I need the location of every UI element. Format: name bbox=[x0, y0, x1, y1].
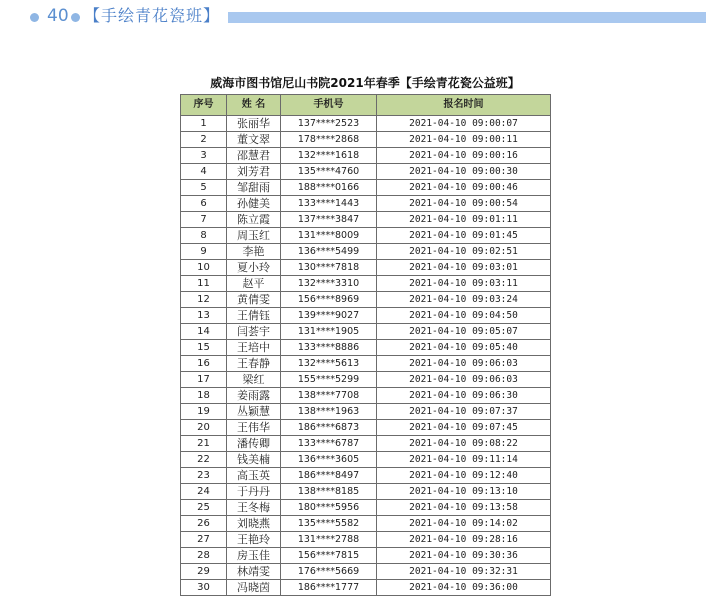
phone-number: 155****5299 bbox=[281, 372, 377, 388]
table-row bbox=[181, 452, 551, 468]
section-number: 40 bbox=[47, 6, 69, 26]
table-row bbox=[181, 420, 551, 436]
phone-number: 131****1905 bbox=[281, 324, 377, 340]
registration-time: 2021-04-10 09:05:07 bbox=[377, 324, 551, 340]
registration-time: 2021-04-10 09:03:24 bbox=[377, 292, 551, 308]
participant-name: 陈立霞 bbox=[227, 212, 281, 228]
table-row bbox=[181, 468, 551, 484]
row-index: 25 bbox=[181, 500, 227, 516]
table-row bbox=[181, 308, 551, 324]
document-title: 威海市图书馆尼山书院2021年春季【手绘青花瓷公益班】 bbox=[210, 76, 520, 90]
table-row bbox=[181, 500, 551, 516]
table-row bbox=[181, 340, 551, 356]
participant-name: 房玉佳 bbox=[227, 548, 281, 564]
table-row bbox=[181, 580, 551, 596]
registration-table bbox=[180, 94, 551, 596]
table-row bbox=[181, 516, 551, 532]
participant-name: 钱美楠 bbox=[227, 452, 281, 468]
participant-name: 姜雨露 bbox=[227, 388, 281, 404]
section-header bbox=[0, 4, 728, 30]
table-row bbox=[181, 548, 551, 564]
phone-number: 133****6787 bbox=[281, 436, 377, 452]
phone-number: 132****3310 bbox=[281, 276, 377, 292]
row-index: 19 bbox=[181, 404, 227, 420]
phone-number: 133****8886 bbox=[281, 340, 377, 356]
row-index: 17 bbox=[181, 372, 227, 388]
registration-time: 2021-04-10 09:14:02 bbox=[377, 516, 551, 532]
phone-number: 136****3605 bbox=[281, 452, 377, 468]
table-row bbox=[181, 212, 551, 228]
section-title: 【手绘青花瓷班】 bbox=[84, 6, 221, 25]
row-index: 30 bbox=[181, 580, 227, 596]
phone-number: 138****7708 bbox=[281, 388, 377, 404]
participant-name: 潘传卿 bbox=[227, 436, 281, 452]
row-index: 12 bbox=[181, 292, 227, 308]
row-index: 29 bbox=[181, 564, 227, 580]
table-row bbox=[181, 148, 551, 164]
bullet-dot-icon bbox=[71, 13, 80, 22]
table-row bbox=[181, 132, 551, 148]
row-index: 27 bbox=[181, 532, 227, 548]
phone-number: 186****6873 bbox=[281, 420, 377, 436]
table-row bbox=[181, 356, 551, 372]
phone-number: 188****0166 bbox=[281, 180, 377, 196]
row-index: 22 bbox=[181, 452, 227, 468]
participant-name: 赵平 bbox=[227, 276, 281, 292]
participant-name: 王艳玲 bbox=[227, 532, 281, 548]
registration-time: 2021-04-10 09:00:54 bbox=[377, 196, 551, 212]
row-index: 26 bbox=[181, 516, 227, 532]
phone-number: 156****7815 bbox=[281, 548, 377, 564]
phone-number: 132****1618 bbox=[281, 148, 377, 164]
table-row bbox=[181, 564, 551, 580]
row-index: 8 bbox=[181, 228, 227, 244]
participant-name: 王培中 bbox=[227, 340, 281, 356]
registration-time: 2021-04-10 09:06:30 bbox=[377, 388, 551, 404]
participant-name: 王倩钰 bbox=[227, 308, 281, 324]
table-row bbox=[181, 388, 551, 404]
phone-number: 138****1963 bbox=[281, 404, 377, 420]
row-index: 24 bbox=[181, 484, 227, 500]
registration-time: 2021-04-10 09:00:16 bbox=[377, 148, 551, 164]
registration-time: 2021-04-10 09:12:40 bbox=[377, 468, 551, 484]
row-index: 11 bbox=[181, 276, 227, 292]
participant-name: 刘晓燕 bbox=[227, 516, 281, 532]
row-index: 2 bbox=[181, 132, 227, 148]
participant-name: 王冬梅 bbox=[227, 500, 281, 516]
row-index: 16 bbox=[181, 356, 227, 372]
participant-name: 黄倩雯 bbox=[227, 292, 281, 308]
registration-time: 2021-04-10 09:06:03 bbox=[377, 356, 551, 372]
table-row bbox=[181, 276, 551, 292]
participant-name: 张丽华 bbox=[227, 116, 281, 132]
registration-time: 2021-04-10 09:03:11 bbox=[377, 276, 551, 292]
table-row bbox=[181, 436, 551, 452]
phone-number: 133****1443 bbox=[281, 196, 377, 212]
phone-number: 139****9027 bbox=[281, 308, 377, 324]
phone-number: 137****3847 bbox=[281, 212, 377, 228]
phone-number: 186****8497 bbox=[281, 468, 377, 484]
header-divider-bar bbox=[228, 12, 706, 23]
table-row bbox=[181, 372, 551, 388]
table-row bbox=[181, 292, 551, 308]
registration-time: 2021-04-10 09:32:31 bbox=[377, 564, 551, 580]
registration-time: 2021-04-10 09:00:07 bbox=[377, 116, 551, 132]
participant-name: 周玉红 bbox=[227, 228, 281, 244]
participant-name: 冯晓茵 bbox=[227, 580, 281, 596]
registration-time: 2021-04-10 09:07:45 bbox=[377, 420, 551, 436]
participant-name: 丛颖慧 bbox=[227, 404, 281, 420]
registration-time: 2021-04-10 09:00:30 bbox=[377, 164, 551, 180]
participant-name: 闫荟宇 bbox=[227, 324, 281, 340]
row-index: 21 bbox=[181, 436, 227, 452]
table-row bbox=[181, 324, 551, 340]
participant-name: 王春静 bbox=[227, 356, 281, 372]
participant-name: 林靖雯 bbox=[227, 564, 281, 580]
phone-number: 156****8969 bbox=[281, 292, 377, 308]
registration-time: 2021-04-10 09:01:45 bbox=[377, 228, 551, 244]
phone-number: 176****5669 bbox=[281, 564, 377, 580]
registration-time: 2021-04-10 09:04:50 bbox=[377, 308, 551, 324]
participant-name: 董文翠 bbox=[227, 132, 281, 148]
row-index: 28 bbox=[181, 548, 227, 564]
row-index: 23 bbox=[181, 468, 227, 484]
phone-number: 135****5582 bbox=[281, 516, 377, 532]
participant-name: 邹甜雨 bbox=[227, 180, 281, 196]
row-index: 20 bbox=[181, 420, 227, 436]
table-body bbox=[181, 116, 551, 596]
table-row bbox=[181, 244, 551, 260]
participant-name: 于丹丹 bbox=[227, 484, 281, 500]
row-index: 13 bbox=[181, 308, 227, 324]
phone-number: 131****8009 bbox=[281, 228, 377, 244]
registration-time: 2021-04-10 09:03:01 bbox=[377, 260, 551, 276]
table-row bbox=[181, 532, 551, 548]
registration-time: 2021-04-10 09:11:14 bbox=[377, 452, 551, 468]
column-header-name: 姓 名 bbox=[227, 95, 281, 116]
registration-time: 2021-04-10 09:05:40 bbox=[377, 340, 551, 356]
registration-time: 2021-04-10 09:06:03 bbox=[377, 372, 551, 388]
column-header-index: 序号 bbox=[181, 95, 227, 116]
participant-name: 梁红 bbox=[227, 372, 281, 388]
registration-time: 2021-04-10 09:07:37 bbox=[377, 404, 551, 420]
phone-number: 137****2523 bbox=[281, 116, 377, 132]
registration-time: 2021-04-10 09:00:11 bbox=[377, 132, 551, 148]
row-index: 18 bbox=[181, 388, 227, 404]
phone-number: 186****1777 bbox=[281, 580, 377, 596]
column-header-time: 报名时间 bbox=[377, 95, 551, 116]
registration-time: 2021-04-10 09:01:11 bbox=[377, 212, 551, 228]
phone-number: 130****7818 bbox=[281, 260, 377, 276]
row-index: 5 bbox=[181, 180, 227, 196]
table-header-row bbox=[181, 95, 551, 116]
phone-number: 131****2788 bbox=[281, 532, 377, 548]
bullet-dot-icon bbox=[30, 13, 39, 22]
table-row bbox=[181, 260, 551, 276]
registration-time: 2021-04-10 09:00:46 bbox=[377, 180, 551, 196]
table-row bbox=[181, 116, 551, 132]
phone-number: 138****8185 bbox=[281, 484, 377, 500]
row-index: 15 bbox=[181, 340, 227, 356]
table-row bbox=[181, 404, 551, 420]
row-index: 7 bbox=[181, 212, 227, 228]
participant-name: 王伟华 bbox=[227, 420, 281, 436]
row-index: 3 bbox=[181, 148, 227, 164]
phone-number: 136****5499 bbox=[281, 244, 377, 260]
participant-name: 高玉英 bbox=[227, 468, 281, 484]
registration-time: 2021-04-10 09:28:16 bbox=[377, 532, 551, 548]
row-index: 1 bbox=[181, 116, 227, 132]
participant-name: 刘芳君 bbox=[227, 164, 281, 180]
phone-number: 180****5956 bbox=[281, 500, 377, 516]
table-row bbox=[181, 228, 551, 244]
registration-time: 2021-04-10 09:02:51 bbox=[377, 244, 551, 260]
table-row bbox=[181, 484, 551, 500]
row-index: 14 bbox=[181, 324, 227, 340]
row-index: 9 bbox=[181, 244, 227, 260]
phone-number: 178****2868 bbox=[281, 132, 377, 148]
registration-time: 2021-04-10 09:13:58 bbox=[377, 500, 551, 516]
row-index: 4 bbox=[181, 164, 227, 180]
phone-number: 132****5613 bbox=[281, 356, 377, 372]
participant-name: 夏小玲 bbox=[227, 260, 281, 276]
participant-name: 邵慧君 bbox=[227, 148, 281, 164]
registration-time: 2021-04-10 09:13:10 bbox=[377, 484, 551, 500]
participant-name: 李艳 bbox=[227, 244, 281, 260]
registration-time: 2021-04-10 09:30:36 bbox=[377, 548, 551, 564]
participant-name: 孙健美 bbox=[227, 196, 281, 212]
registration-time: 2021-04-10 09:08:22 bbox=[377, 436, 551, 452]
row-index: 10 bbox=[181, 260, 227, 276]
row-index: 6 bbox=[181, 196, 227, 212]
registration-time: 2021-04-10 09:36:00 bbox=[377, 580, 551, 596]
phone-number: 135****4760 bbox=[281, 164, 377, 180]
column-header-phone: 手机号 bbox=[281, 95, 377, 116]
table-row bbox=[181, 196, 551, 212]
table-row bbox=[181, 164, 551, 180]
table-row bbox=[181, 180, 551, 196]
